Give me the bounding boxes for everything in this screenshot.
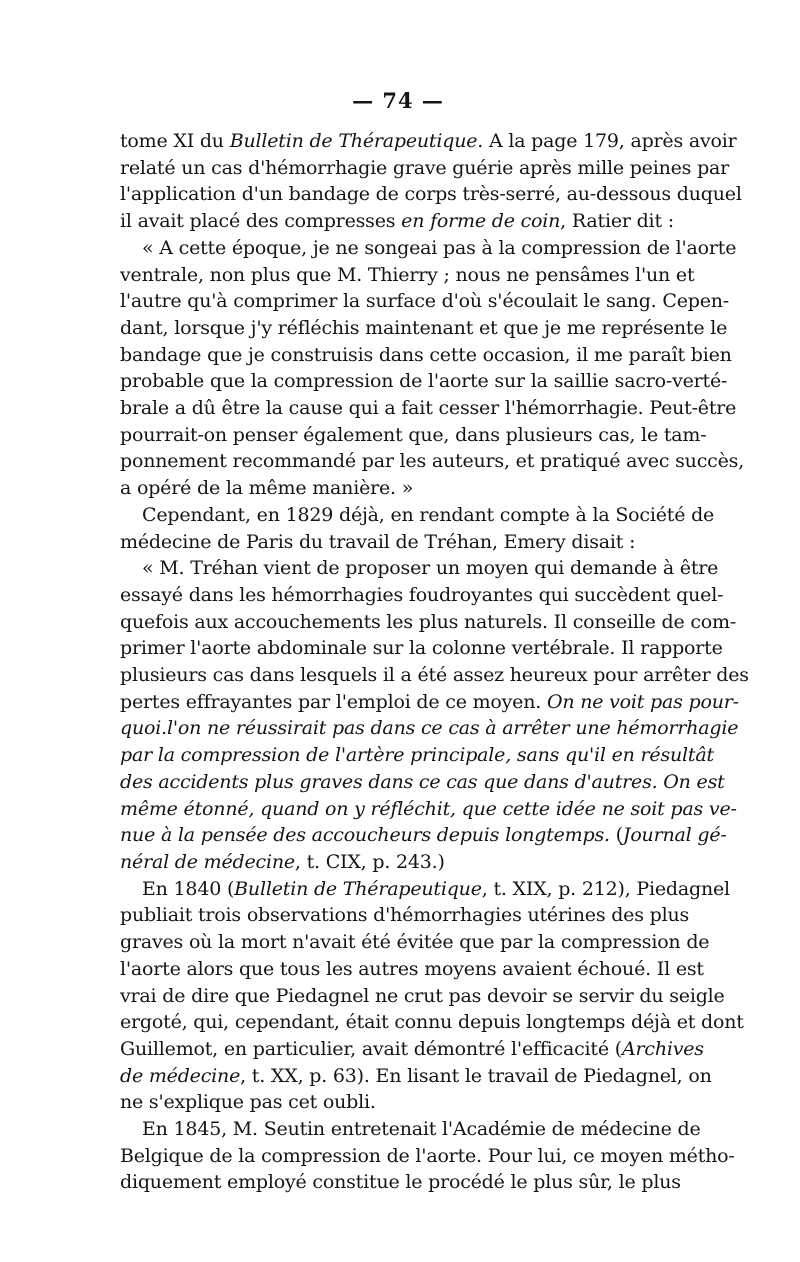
text-segment: graves où la mort n'avait été évitée que par la compression de bbox=[120, 931, 710, 954]
italic-text: Journal gé- bbox=[622, 824, 727, 847]
text-line bbox=[120, 689, 739, 716]
text-line bbox=[120, 529, 676, 556]
text-segment: diquement employé constitue le procédé le plus sûr, le plus bbox=[120, 1171, 681, 1194]
text-line bbox=[120, 956, 704, 983]
text-line bbox=[120, 635, 723, 662]
text-segment: brale a dû être la cause qui a fait cesser l'hémorrhagie. Peut-être bbox=[120, 397, 737, 420]
text-segment: plusieurs cas dans lesquels il a été assez heureux pour arrêter des bbox=[120, 664, 749, 687]
text-line bbox=[120, 128, 737, 155]
italic-text: quoi.l'on ne réussirait pas dans ce cas à arrêter une hémorrhagie bbox=[120, 717, 739, 740]
text-line bbox=[120, 1116, 701, 1143]
text-line bbox=[120, 1089, 676, 1116]
text-line bbox=[120, 262, 695, 289]
italic-text: des accidents plus graves dans ce cas que dans d'autres. On est bbox=[120, 770, 725, 793]
text-segment: il avait placé des compresses bbox=[120, 210, 402, 233]
text-segment: pertes effrayantes par l'emploi de ce moyen. bbox=[120, 690, 547, 713]
text-segment: quefois aux accouchements les plus naturels. Il conseille de com- bbox=[120, 610, 737, 633]
text-segment: médecine de Paris du travail de Tréhan, Emery disait : bbox=[120, 530, 636, 553]
text-line bbox=[120, 1063, 712, 1090]
text-segment: ( bbox=[609, 824, 623, 847]
text-segment: a opéré de la même manière. » bbox=[120, 477, 414, 500]
text-line bbox=[120, 1169, 681, 1196]
text-line bbox=[120, 769, 725, 796]
body-text bbox=[120, 128, 749, 1196]
text-segment: En 1845, M. Seutin entretenait l'Académie de médecine de bbox=[142, 1118, 701, 1141]
italic-text: de médecine bbox=[120, 1064, 241, 1087]
text-segment: . A la page 179, après avoir bbox=[477, 130, 737, 152]
text-line bbox=[120, 902, 690, 929]
text-line bbox=[120, 876, 730, 903]
text-line bbox=[120, 609, 737, 636]
text-line bbox=[120, 1009, 744, 1036]
text-segment: ergoté, qui, cependant, était connu depuis longtemps déjà et dont bbox=[120, 1011, 744, 1034]
text-line bbox=[120, 155, 730, 182]
text-line bbox=[120, 796, 737, 823]
text-line bbox=[120, 582, 724, 609]
text-segment: tome XI du bbox=[120, 130, 230, 152]
text-line bbox=[120, 208, 676, 235]
text-line bbox=[120, 368, 728, 395]
text-line bbox=[120, 662, 749, 689]
text-segment: probable que la compression de l'aorte sur la saillie sacro-verté- bbox=[120, 370, 728, 393]
text-segment: , t. CIX, p. 243.) bbox=[294, 850, 445, 873]
text-line bbox=[120, 1143, 735, 1170]
text-line bbox=[120, 929, 710, 956]
text-segment: l'aorte alors que tous les autres moyens avaient échoué. Il est bbox=[120, 957, 704, 980]
italic-text: par la compression de l'artère principale, sans qu'il en résultât bbox=[120, 744, 714, 767]
text-segment: , t. XX, p. 63). En lisant le travail de Piedagnel, on bbox=[240, 1064, 712, 1087]
italic-text: Bulletin de Thérapeutique bbox=[229, 130, 478, 152]
text-segment: primer l'aorte abdominale sur la colonne vertébrale. Il rapporte bbox=[120, 637, 723, 660]
text-segment: dant, lorsque j'y réfléchis maintenant et que je me représente le bbox=[120, 316, 728, 339]
text-segment: l'autre qu'à comprimer la surface d'où s'écoulait le sang. Cepen- bbox=[120, 290, 730, 313]
italic-text: nue à la pensée des accoucheurs depuis longtemps. bbox=[120, 824, 610, 847]
text-segment: ne s'explique pas cet oubli. bbox=[120, 1091, 376, 1114]
text-segment: « M. Tréhan vient de proposer un moyen qui demande à être bbox=[142, 557, 719, 580]
text-line bbox=[120, 448, 745, 475]
text-line bbox=[120, 422, 707, 449]
text-line bbox=[120, 315, 728, 342]
text-line bbox=[120, 235, 737, 262]
text-segment: l'application d'un bandage de corps très-serré, au-dessous duquel bbox=[120, 183, 742, 206]
text-segment: , t. XIX, p. 212), Piedagnel bbox=[481, 877, 730, 900]
italic-text: en forme de coin bbox=[401, 210, 561, 233]
page-number: — 74 — bbox=[352, 88, 444, 113]
text-segment: publiait trois observations d'hémorrhagies utérines des plus bbox=[120, 904, 690, 927]
text-line bbox=[120, 181, 742, 208]
text-line bbox=[120, 849, 676, 876]
italic-text: Bulletin de Thérapeutique bbox=[234, 877, 482, 900]
text-line bbox=[120, 342, 732, 369]
text-segment: relaté un cas d'hémorrhagie grave guérie après mille peines par bbox=[120, 156, 730, 179]
text-segment: Belgique de la compression de l'aorte. Pour lui, ce moyen métho- bbox=[120, 1144, 735, 1167]
text-segment: Guillemot, en particulier, avait démontré l'efficacité ( bbox=[120, 1037, 622, 1060]
text-line bbox=[120, 1036, 704, 1063]
italic-text: néral de médecine bbox=[120, 850, 295, 873]
text-line bbox=[120, 742, 714, 769]
text-line bbox=[120, 395, 737, 422]
text-line bbox=[120, 555, 719, 582]
text-segment: ventrale, non plus que M. Thierry ; nous ne pensâmes l'un et bbox=[120, 263, 695, 286]
text-line bbox=[120, 475, 676, 502]
text-segment: , Ratier dit : bbox=[560, 210, 674, 233]
text-line bbox=[120, 983, 725, 1010]
italic-text: Archives bbox=[621, 1037, 704, 1060]
text-segment: ponnement recommandé par les auteurs, et pratiqué avec succès, bbox=[120, 450, 745, 473]
italic-text: On ne voit pas pour- bbox=[546, 690, 739, 713]
book-page bbox=[120, 88, 749, 1196]
text-line bbox=[120, 822, 727, 849]
text-segment: pourrait-on penser également que, dans plusieurs cas, le tam- bbox=[120, 423, 707, 446]
text-segment: Cependant, en 1829 déjà, en rendant compte à la Société de bbox=[142, 503, 715, 526]
italic-text: même étonné, quand on y réfléchit, que cette idée ne soit pas ve- bbox=[120, 797, 737, 820]
text-segment: essayé dans les hémorrhagies foudroyantes qui succèdent quel- bbox=[120, 583, 724, 606]
text-line bbox=[120, 288, 730, 315]
text-line bbox=[120, 715, 739, 742]
text-segment: bandage que je construisis dans cette occasion, il me paraît bien bbox=[120, 343, 732, 366]
text-segment: « A cette époque, je ne songeai pas à la compression de l'aorte bbox=[142, 236, 737, 259]
text-segment: En 1840 ( bbox=[142, 877, 235, 900]
text-segment: vrai de dire que Piedagnel ne crut pas devoir se servir du seigle bbox=[120, 984, 725, 1007]
text-line bbox=[120, 502, 715, 529]
